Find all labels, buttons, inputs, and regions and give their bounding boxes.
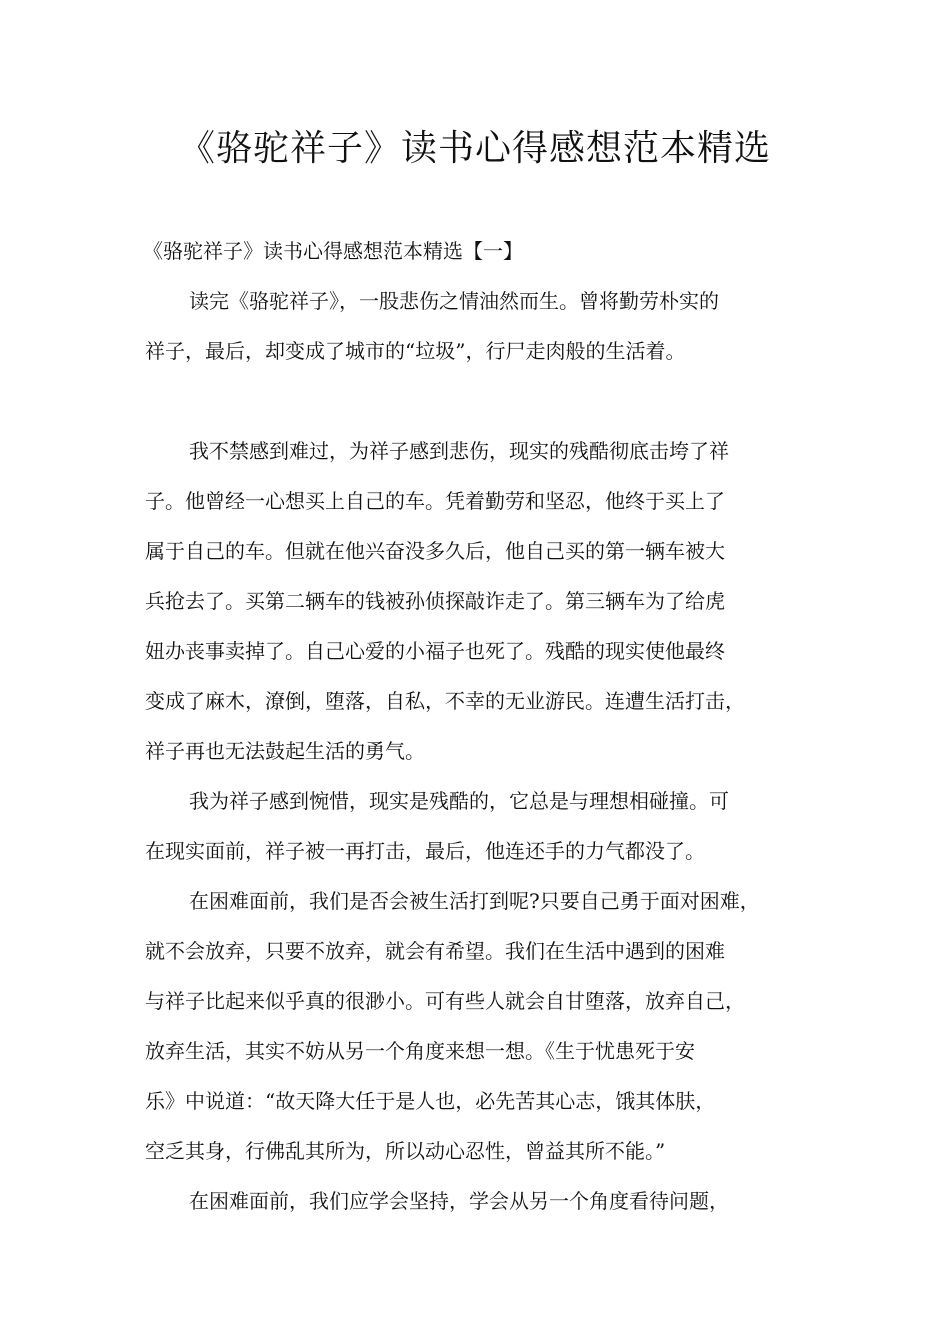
paragraph-2 xyxy=(145,426,825,776)
paragraph-line: 祥子，最后，却变成了城市的“垃圾”，行尸走肉般的生活着。 xyxy=(145,339,686,363)
paragraph-line: 我不禁感到难过，为祥子感到悲伤，现实的残酷彻底击垮了祥 xyxy=(189,439,729,463)
paragraph-line: 属于自己的车。但就在他兴奋没多久后，他自己买的第一辆车被大 xyxy=(145,539,725,563)
paragraph-line: 读完《骆驼祥子》，一股悲伤之情油然而生。曾将勤劳朴实的 xyxy=(189,289,719,313)
paragraph-line: 乐》中说道：“故天降大任于是人也，必先苦其心志，饿其体肤， xyxy=(145,1089,716,1113)
paragraph-line: 在困难面前，我们应学会坚持，学会从另一个角度看待问题， xyxy=(189,1189,729,1213)
paragraph-line: 子。他曾经一心想买上自己的车。凭着勤劳和坚忍，他终于买上了 xyxy=(145,489,725,513)
paragraph-line: 在现实面前，祥子被一再打击，最后，他连还手的力气都没了。 xyxy=(145,839,705,863)
paragraph-line: 与祥子比起来似乎真的很渺小。可有些人就会自甘堕落，放弃自己， xyxy=(145,989,745,1013)
paragraph-line: 变成了麻木，潦倒，堕落，自私，不幸的无业游民。连遭生活打击， xyxy=(145,689,745,713)
paragraph-line: 祥子再也无法鼓起生活的勇气。 xyxy=(145,739,425,763)
paragraph-line: 兵抢去了。买第二辆车的钱被孙侦探敲诈走了。第三辆车为了给虎 xyxy=(145,589,725,613)
paragraph-1 xyxy=(145,276,825,376)
paragraph-line: 我为祥子感到惋惜，现实是残酷的，它总是与理想相碰撞。可 xyxy=(189,789,729,813)
paragraph-line: 放弃生活，其实不妨从另一个角度来想一想。《生于忧患死于安 xyxy=(145,1039,695,1063)
paragraph-line: 空乏其身，行佛乱其所为，所以动心忍性，曾益其所不能。” xyxy=(145,1139,666,1163)
paragraph-3 xyxy=(145,776,825,876)
document-title: 《骆驼祥子》读书心得感想范本精选 xyxy=(178,128,771,169)
section-subtitle: 《骆驼祥子》读书心得感想范本精选【一】 xyxy=(143,239,523,263)
paragraph-5 xyxy=(145,1176,825,1226)
paragraph-4 xyxy=(145,876,825,1176)
paragraph-line: 妞办丧事卖掉了。自己心爱的小福子也死了。残酷的现实使他最终 xyxy=(145,639,725,663)
paragraph-line: 在困难面前，我们是否会被生活打到呢?只要自己勇于面对困难， xyxy=(189,889,760,913)
paragraph-line: 就不会放弃，只要不放弃，就会有希望。我们在生活中遇到的困难 xyxy=(145,939,725,963)
